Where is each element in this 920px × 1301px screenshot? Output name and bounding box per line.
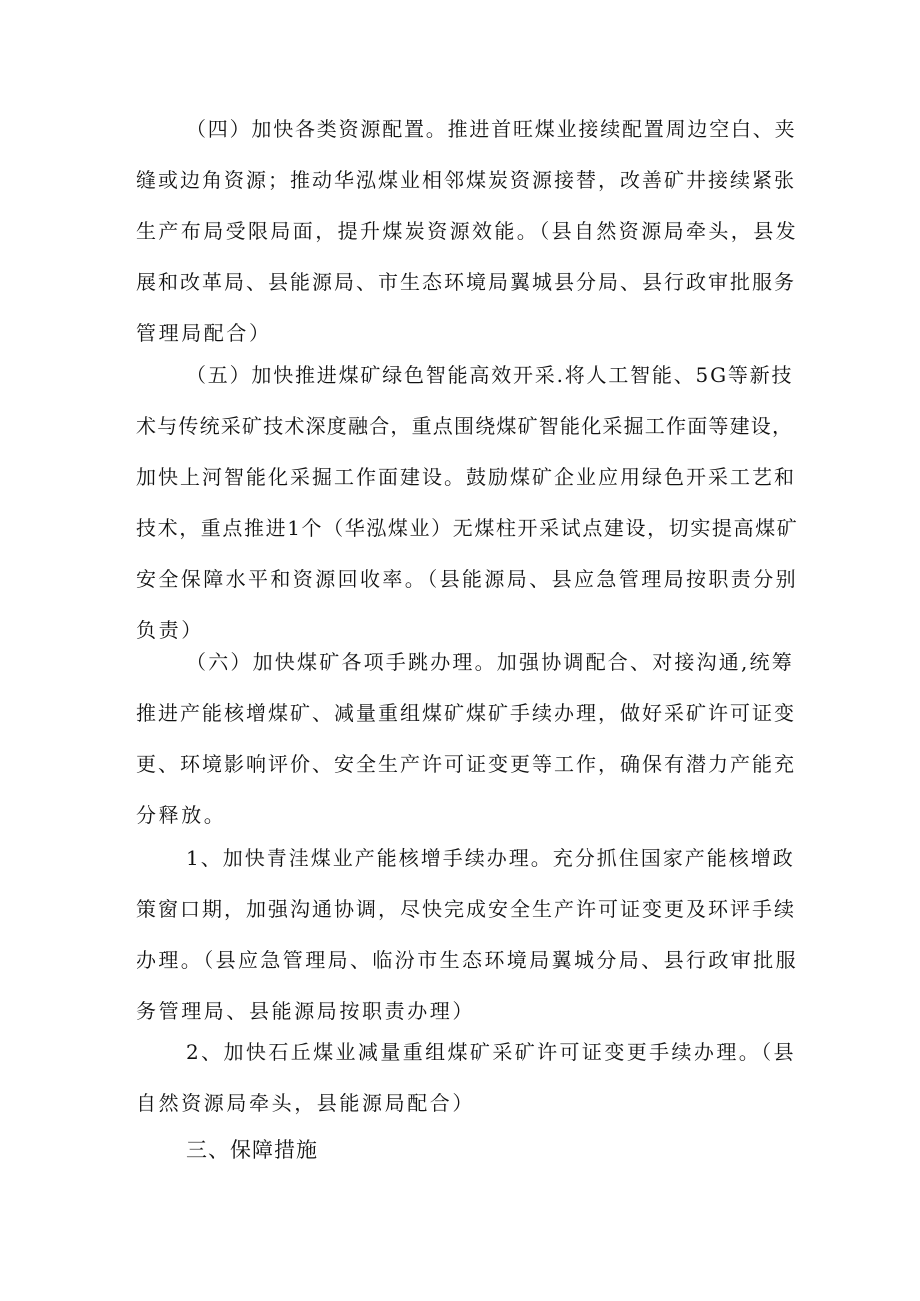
text-line: 更、环境影响评价、安全生产许可证变更等工作，确保有潜力产能充 xyxy=(136,752,796,776)
text-line: 自然资源局牵头，县能源局配合） xyxy=(136,1091,475,1115)
text-line: 术与传统采矿技术深度融合，重点围绕煤矿智能化采掘工作面等建设， xyxy=(136,414,794,438)
paragraph-item-1 xyxy=(136,833,796,1037)
text-line: 技术，重点推进1个（华泓煤业）无煤柱开采试点建设，切实提高煤矿 xyxy=(136,516,799,540)
text-line: 生产布局受限局面，提升煤炭资源效能。（县自然资源局牵头，县发 xyxy=(136,219,798,243)
text-line: 分释放。 xyxy=(136,803,227,827)
text-line: 2、加快石丘煤业减量重组煤矿采矿许可证变更手续办理。（县 xyxy=(186,1040,796,1064)
text-line: 加快上河智能化采掘工作面建设。鼓励煤矿企业应用绿色开采工艺和 xyxy=(136,465,796,489)
text-line: 缝或边角资源；推动华泓煤业相邻煤炭资源接替，改善矿井接续紧张 xyxy=(136,168,796,192)
text-line: （五）加快推进煤矿绿色智能高效开采.将人工智能、5G等新技 xyxy=(186,363,794,387)
paragraph-procedures xyxy=(136,637,796,841)
text-line: 1、加快青洼煤业产能核增手续办理。充分抓住国家产能核增政 xyxy=(186,846,795,870)
text-line: （四）加快各类资源配置。推进首旺煤业接续配置周边空白、夹 xyxy=(186,117,797,141)
text-line: 展和改革局、县能源局、市生态环境局翼城县分局、县行政审批服务 xyxy=(136,270,796,294)
text-line: 安全保障水平和资源回收率。（县能源局、县应急管理局按职责分别 xyxy=(136,567,798,591)
text-line: 负责） xyxy=(136,618,204,642)
text-line: 办理。（县应急管理局、临汾市生态环境局翼城分局、县行政审批服 xyxy=(136,948,798,972)
paragraph-green-mining xyxy=(136,350,799,656)
text-line: 管理局配合） xyxy=(136,321,272,345)
text-line: 策窗口期，加强沟通协调，尽快完成安全生产许可证变更及环评手续 xyxy=(136,897,796,921)
text-line: 推进产能核增煤矿、减量重组煤矿煤矿手续办理，做好采矿许可证变 xyxy=(136,701,796,725)
paragraph-resource-allocation xyxy=(136,104,796,359)
paragraph-item-2 xyxy=(136,1027,796,1129)
text-line: （六）加快煤矿各项手跳办理。加强协调配合、对接沟通,统筹 xyxy=(186,650,794,674)
section-heading: 三、保障措施 xyxy=(186,1138,318,1162)
text-line: 务管理局、县能源局按职责办理） xyxy=(136,999,475,1023)
